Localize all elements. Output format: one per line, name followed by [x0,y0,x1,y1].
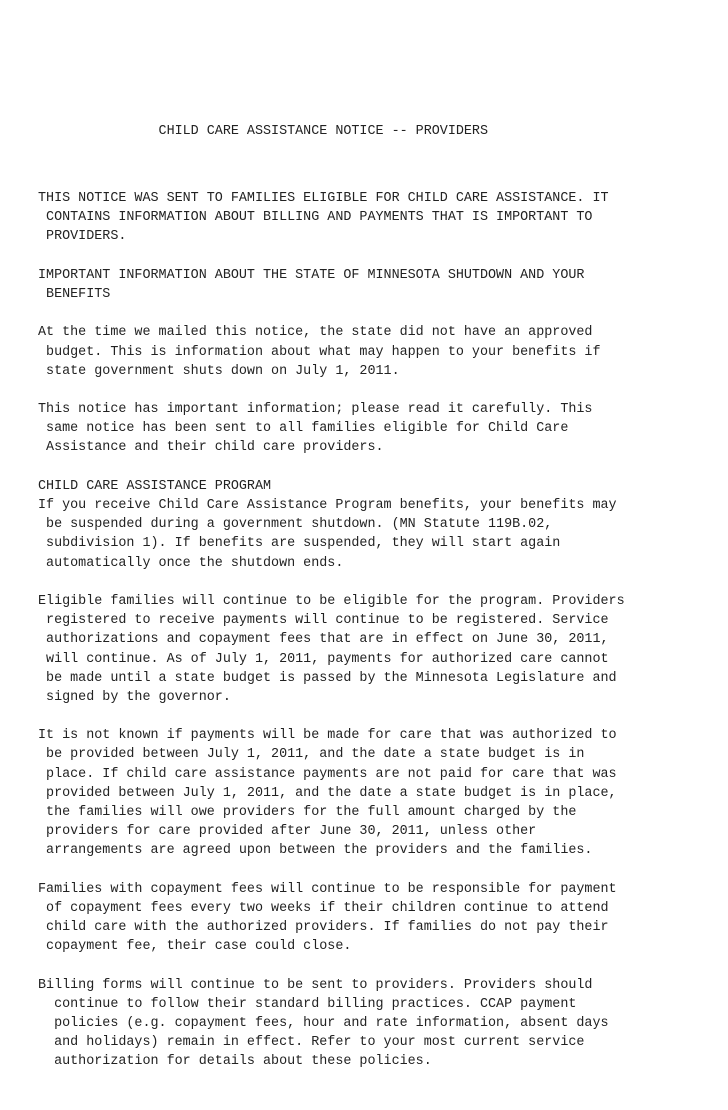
paragraph-line: BENEFITS [38,286,111,302]
paragraph-line: be provided between July 1, 2011, and the date a state budget is in [38,747,585,763]
notice-document [38,84,678,1110]
paragraph [38,726,678,860]
paragraph [38,323,678,381]
paragraph-line: If you receive Child Care Assistance Program benefits, your benefits may [38,498,617,513]
paragraph-line: Families with copayment fees will continue to be responsible for payment [38,881,617,897]
paragraph-line: will continue. As of July 1, 2011, payments for authorized care cannot [38,651,609,667]
paragraph-line: CONTAINS INFORMATION ABOUT BILLING AND PAYMENTS THAT IS IMPORTANT TO [38,210,593,226]
paragraph-line: be suspended during a government shutdown. (MN Statute 119B.02, [38,517,553,533]
paragraph-line: IMPORTANT INFORMATION ABOUT THE STATE OF MINNESOTA SHUTDOWN AND YOUR [38,267,585,283]
paragraph-line: subdivision 1). If benefits are suspended, they will start again [38,536,561,552]
paragraph-line: It is not known if payments will be made for care that was authorized to [38,728,617,744]
paragraph-line: PROVIDERS. [38,229,127,245]
document-title: CHILD CARE ASSISTANCE NOTICE -- PROVIDERS [38,124,488,140]
paragraph-line: of copayment fees every two weeks if their children continue to attend [38,900,609,916]
paragraph [38,592,678,707]
paragraph-line: the families will owe providers for the full amount charged by the [38,805,577,820]
paragraph-line: authorizations and copayment fees that are in effect on June 30, 2011, [38,632,609,648]
paragraph-line: THIS NOTICE WAS SENT TO FAMILIES ELIGIBLE FOR CHILD CARE ASSISTANCE. IT [38,191,609,206]
paragraph [38,400,678,458]
paragraph-line: state government shuts down on July 1, 2011. [38,363,400,379]
paragraph [38,477,678,573]
paragraph-line: At the time we mailed this notice, the state did not have an approved [38,325,593,341]
paragraph-line: place. If child care assistance payments are not paid for care that was [38,766,617,782]
paragraph-line: automatically once the shutdown ends. [38,555,344,571]
paragraph-line: authorization for details about these policies. [38,1054,432,1070]
paragraph [38,880,678,957]
paragraph-line: registered to receive payments will continue to be registered. Service [38,613,609,629]
paragraph-line: child care with the authorized providers. If families do not pay their [38,920,609,936]
paragraph [38,266,678,304]
paragraph-line: budget. This is information about what may happen to your benefits if [38,344,601,360]
paragraph-line: providers for care provided after June 30, 2011, unless other [38,824,537,840]
paragraph-line: Eligible families will continue to be eligible for the program. Providers [38,593,625,609]
paragraph [38,189,678,247]
paragraph-line: and holidays) remain in effect. Refer to your most current service [38,1035,585,1051]
paragraph-line: Billing forms will continue to be sent to providers. Providers should [38,977,593,993]
paragraph-line: continue to follow their standard billing practices. CCAP payment [38,996,577,1012]
paragraph-line: Assistance and their child care providers. [38,440,384,456]
paragraph-line: CHILD CARE ASSISTANCE PROGRAM [38,478,272,494]
paragraph-line: arrangements are agreed upon between the providers and the families. [38,843,593,859]
paragraph-line: be made until a state budget is passed by the Minnesota Legislature and [38,670,617,686]
paragraph-line: signed by the governor. [38,689,231,705]
paragraph-line: same notice has been sent to all families eligible for Child Care [38,421,569,437]
paragraph-line: copayment fee, their case could close. [38,939,352,955]
paragraph-line: This notice has important information; please read it carefully. This [38,402,593,418]
paragraph-line: policies (e.g. copayment fees, hour and rate information, absent days [38,1016,609,1032]
paragraph-line: provided between July 1, 2011, and the date a state budget is in place, [38,785,617,801]
paragraph [38,976,678,1072]
document-body [38,189,678,1072]
